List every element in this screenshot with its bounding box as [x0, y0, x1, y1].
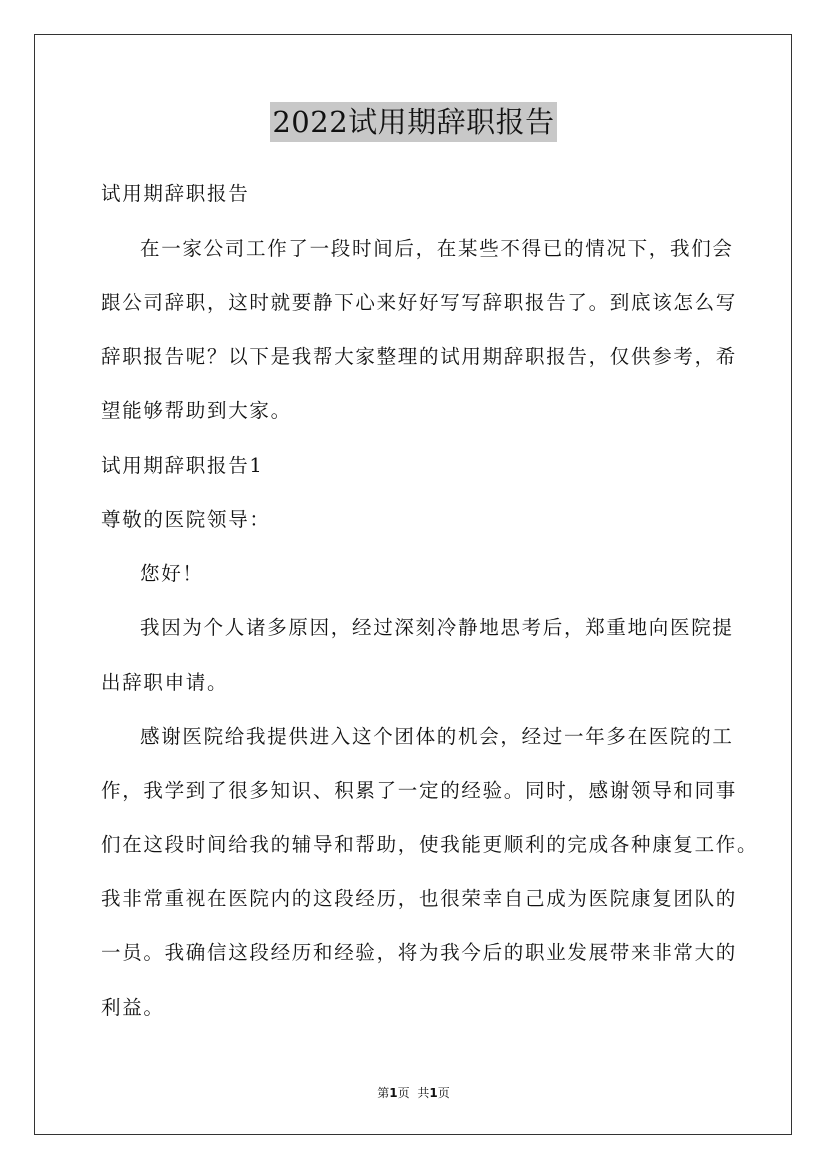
paragraph-2-line-3: 们在这段时间给我的辅导和帮助，使我能更顺利的完成各种康复工作。	[101, 833, 759, 856]
intro-line-2: 跟公司辞职，这时就要静下心来好好写写辞职报告了。到底该怎么写	[101, 291, 738, 314]
paragraph-2-line-5: 一员。我确信这段经历和经验，将为我今后的职业发展带来非常大的	[101, 941, 738, 964]
intro-line-3: 辞职报告呢？以下是我帮大家整理的试用期辞职报告，仅供参考，希	[101, 345, 738, 368]
page-footer	[0, 1085, 827, 1101]
footer-page-number: 1	[389, 1086, 398, 1100]
intro-line-4: 望能够帮助到大家。	[101, 399, 292, 422]
footer-page-prefix: 第	[377, 1086, 390, 1100]
footer-total-suffix: 页	[437, 1086, 450, 1100]
footer-total-prefix: 共	[417, 1086, 430, 1100]
footer-page-suffix: 页	[397, 1086, 410, 1100]
paragraph-2-line-6: 利益。	[101, 996, 165, 1019]
document-title: 2022试用期辞职报告	[270, 102, 556, 142]
title-container	[0, 102, 827, 142]
paragraph-2-line-1: 感谢医院给我提供进入这个团体的机会，经过一年多在医院的工	[140, 725, 734, 748]
greeting: 您好！	[140, 562, 204, 585]
paragraph-1-line-1: 我因为个人诸多原因，经过深刻冷静地思考后，郑重地向医院提	[140, 616, 734, 639]
document-heading: 试用期辞职报告	[101, 182, 250, 205]
footer-total-number: 1	[429, 1086, 438, 1100]
paragraph-2-line-4: 我非常重视在医院内的这段经历，也很荣幸自己成为医院康复团队的	[101, 887, 738, 910]
intro-line-1: 在一家公司工作了一段时间后，在某些不得已的情况下，我们会	[140, 237, 734, 260]
paragraph-1-line-2: 出辞职申请。	[101, 671, 229, 694]
salutation: 尊敬的医院领导：	[101, 508, 271, 531]
section-title: 试用期辞职报告1	[101, 454, 264, 477]
paragraph-2-line-2: 作，我学到了很多知识、积累了一定的经验。同时，感谢领导和同事	[101, 779, 738, 802]
